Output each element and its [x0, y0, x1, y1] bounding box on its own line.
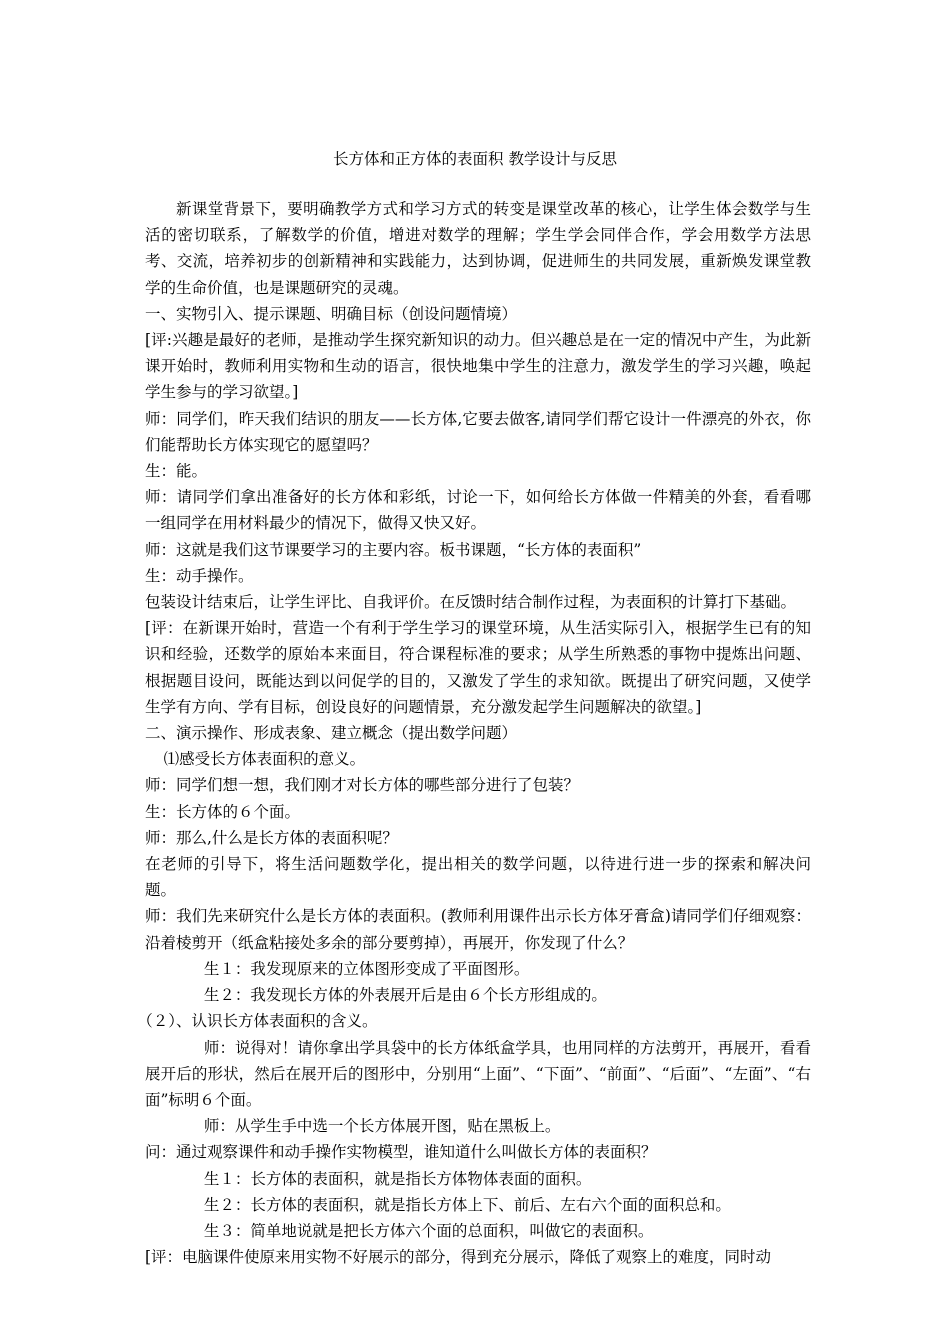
body-paragraph: 包装设计结束后，让学生评比、自我评价。在反馈时结合制作过程，为表面积的计算打下基础。 [145, 593, 797, 612]
intro-paragraph: 新课堂背景下，要明确教学方式和学习方式的转变是课堂改革的核心，让学生体会数学与生活的密切联系，了解数学的价值，增进对数学的理解；学生学会同伴合作，学会用数学方法思考、交流，培养初步的创新精神和实践能力，达到协调，促进师生的共同发展，重新焕发课堂教学的生命价值，也是课题研究的灵魂。 [145, 200, 811, 297]
dialogue-line: 师：从学生手中选一个长方体展开图，贴在黑板上。 [203, 1117, 561, 1136]
dialogue-line: 师：请同学们拿出准备好的长方体和彩纸，讨论一下，如何给长方体做一件精美的外套，看看哪一组同学在用材料最少的情况下，做得又快又好。 [145, 488, 811, 533]
dialogue-line: 生２：长方体的表面积，就是指长方体上下、前后、左右六个面的面积总和。 [203, 1195, 731, 1214]
subsection-heading: ⑴感受长方体表面积的意义。 [163, 750, 366, 769]
comment-paragraph: [评:兴趣是最好的老师，是推动学生探究新知识的动力。但兴趣总是在一定的情况中产生，为此新课开始时，教师利用实物和生动的语言，很快地集中学生的注意力，激发学生的学习兴趣，唤起学生参与的学习欲望。] [145, 331, 811, 402]
dialogue-line: 生：长方体的６个面。 [145, 802, 301, 821]
dialogue-line: 生１：我发现原来的立体图形变成了平面图形。 [203, 959, 530, 978]
dialogue-line: 师：同学们想一想，我们刚才对长方体的哪些部分进行了包装？ [145, 776, 580, 795]
dialogue-line: 师：这就是我们这节课要学习的主要内容。板书课题，“长方体的表面积” [145, 540, 642, 559]
dialogue-line: 问：通过观察课件和动手操作实物模型，谁知道什么叫做长方体的表面积？ [145, 1143, 657, 1162]
document-body [137, 196, 811, 1270]
comment-paragraph: [评：在新课开始时，营造一个有利于学生学习的课堂环境，从生活实际引入，根据学生已有的知识和经验，还数学的原始本来面目，符合课程标准的要求；从学生所熟悉的事物中提炼出问题、根据题目设问，既能达到以问促学的目的，又激发了学生的求知欲。既提出了研究问题，又使学生学有方向、学有目标，创设良好的问题情景，充分激发起学生问题解决的欲望。] [145, 619, 811, 716]
dialogue-line: 生３：简单地说就是把长方体六个面的总面积，叫做它的表面积。 [203, 1221, 654, 1240]
body-paragraph: 在老师的引导下，将生活问题数学化，提出相关的数学问题，以待进行进一步的探索和解决问题。 [145, 855, 811, 900]
section-heading-2: 二、演示操作、形成表象、建立概念（提出数学问题） [145, 724, 518, 743]
dialogue-line: 生１：长方体的表面积，就是指长方体物体表面的面积。 [203, 1169, 592, 1188]
document-title: 长方体和正方体的表面积 教学设计与反思 [333, 150, 617, 168]
dialogue-line: 生：动手操作。 [145, 566, 254, 585]
dialogue-line: 师：那么,什么是长方体的表面积呢？ [145, 828, 398, 847]
dialogue-line: 师：同学们，昨天我们结识的朋友——长方体,它要去做客,请同学们帮它设计一件漂亮的外衣，你们能帮助长方体实现它的愿望吗？ [145, 409, 811, 454]
dialogue-line: 师：说得对！请你拿出学具袋中的长方体纸盒学具，也用同样的方法剪开，再展开，看看展开后的形状，然后在展开后的图形中，分别用“上面”、“下面”、“前面”、“后面”、“左面”、“右面”标明６个面。 [145, 1038, 811, 1109]
comment-paragraph: [评：电脑课件使原来用实物不好展示的部分，得到充分展示，降低了观察上的难度，同时动 [145, 1248, 772, 1267]
section-heading-1: 一、实物引入、提示课题、明确目标（创设问题情境） [145, 304, 518, 323]
dialogue-line: 师：我们先来研究什么是长方体的表面积。(教师利用课件出示长方体牙膏盒)请同学们仔细观察：沿着棱剪开（纸盒粘接处多余的部分要剪掉），再展开，你发现了什么？ [145, 907, 811, 952]
dialogue-line: 生：能。 [145, 462, 208, 481]
subsection-heading: （２）、认识长方体表面积的含义。 [137, 1012, 378, 1031]
dialogue-line: 生２：我发现长方体的外表展开后是由６个长方形组成的。 [203, 986, 607, 1005]
